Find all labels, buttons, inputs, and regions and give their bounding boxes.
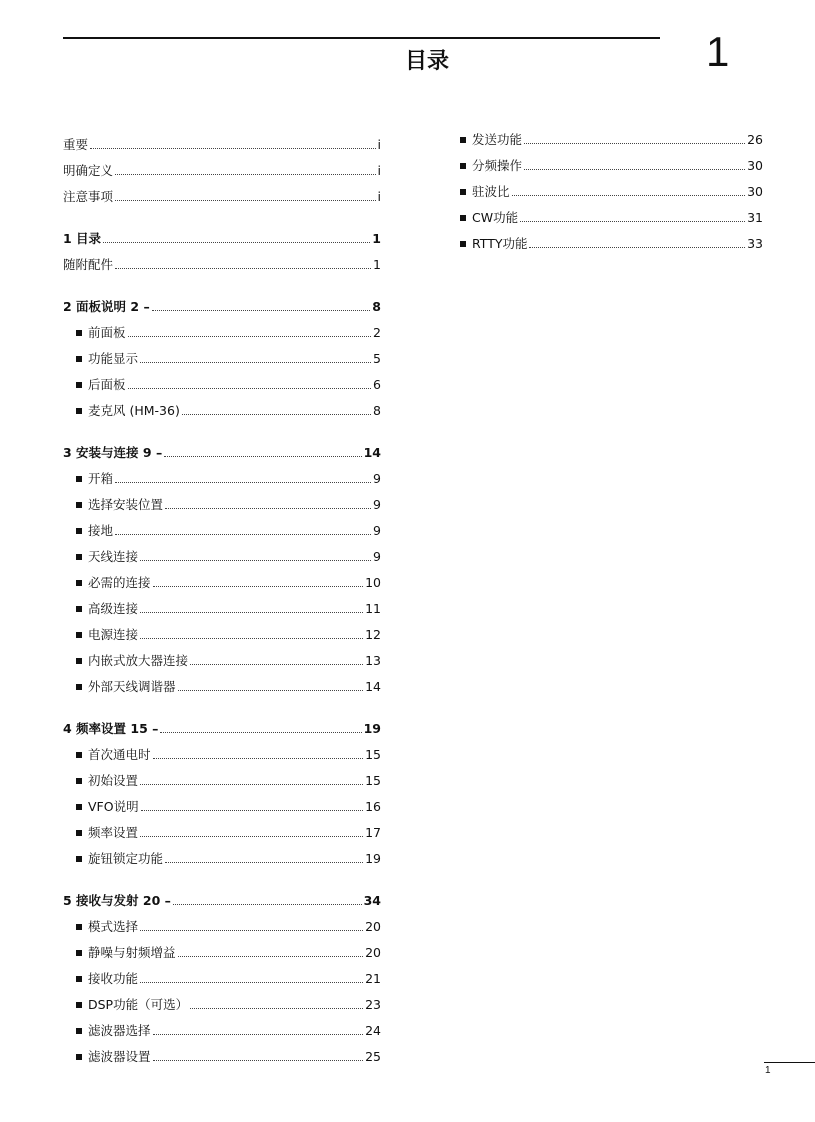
toc-entry[interactable] bbox=[63, 540, 381, 566]
dot-leader bbox=[160, 731, 361, 733]
toc-entry-page: 6 bbox=[373, 377, 381, 392]
square-bullet-icon bbox=[76, 408, 82, 414]
toc-entry-label: CW功能 bbox=[472, 210, 519, 225]
toc-entry[interactable] bbox=[63, 368, 381, 394]
section-page: 14 bbox=[363, 445, 381, 460]
toc-left-column bbox=[63, 128, 381, 1066]
dot-leader bbox=[115, 199, 376, 201]
toc-entry[interactable] bbox=[63, 462, 381, 488]
dot-leader bbox=[529, 246, 745, 248]
toc-entry-page: 1 bbox=[373, 257, 381, 272]
dot-leader bbox=[524, 142, 745, 144]
section-page: 34 bbox=[363, 893, 381, 908]
toc-entry-page: 17 bbox=[365, 825, 381, 840]
toc-entry-label: 电源连接 bbox=[88, 627, 139, 642]
toc-entry-page: i bbox=[377, 163, 381, 178]
toc-entry[interactable] bbox=[63, 764, 381, 790]
toc-entry-label: DSP功能（可选） bbox=[88, 997, 189, 1012]
toc-entry[interactable] bbox=[460, 123, 763, 149]
toc-entry[interactable] bbox=[63, 962, 381, 988]
square-bullet-icon bbox=[76, 684, 82, 690]
dot-leader bbox=[178, 689, 364, 691]
dot-leader bbox=[173, 903, 362, 905]
page-title: 目录 bbox=[404, 49, 449, 74]
toc-entry-page: 5 bbox=[373, 351, 381, 366]
toc-entry-label: 驻波比 bbox=[472, 184, 510, 199]
toc-entry-page: 25 bbox=[365, 1049, 381, 1064]
toc-entry-page: 9 bbox=[373, 523, 381, 538]
section-page: 8 bbox=[372, 299, 381, 314]
dot-leader bbox=[520, 220, 745, 222]
square-bullet-icon bbox=[460, 163, 466, 169]
toc-entry-label: 明确定义 bbox=[63, 163, 114, 178]
toc-entry[interactable] bbox=[460, 175, 763, 201]
toc-entry-label: 高级连接 bbox=[88, 601, 139, 616]
toc-section-heading[interactable] bbox=[63, 290, 381, 316]
toc-entry[interactable] bbox=[63, 790, 381, 816]
square-bullet-icon bbox=[76, 382, 82, 388]
toc-entry-label: 随附配件 bbox=[63, 257, 114, 272]
header-rule bbox=[63, 37, 660, 39]
square-bullet-icon bbox=[76, 330, 82, 336]
dot-leader bbox=[128, 335, 372, 337]
dot-leader bbox=[115, 533, 371, 535]
section-label: 1 目录 bbox=[63, 231, 102, 246]
dot-leader bbox=[128, 387, 372, 389]
toc-entry-page: 15 bbox=[365, 773, 381, 788]
toc-entry-label: 内嵌式放大器连接 bbox=[88, 653, 189, 668]
dot-leader bbox=[152, 309, 371, 311]
toc-entry[interactable] bbox=[63, 180, 381, 206]
square-bullet-icon bbox=[76, 830, 82, 836]
toc-entry-label: 选择安装位置 bbox=[88, 497, 164, 512]
toc-entry[interactable] bbox=[63, 936, 381, 962]
dot-leader bbox=[140, 929, 363, 931]
toc-entry-label: 旋钮锁定功能 bbox=[88, 851, 164, 866]
toc-entry-page: 16 bbox=[365, 799, 381, 814]
square-bullet-icon bbox=[76, 476, 82, 482]
square-bullet-icon bbox=[76, 658, 82, 664]
toc-entry[interactable] bbox=[63, 910, 381, 936]
dot-leader bbox=[140, 559, 371, 561]
toc-entry-label: 外部天线调谐器 bbox=[88, 679, 176, 694]
toc-section-heading[interactable] bbox=[63, 436, 381, 462]
square-bullet-icon bbox=[76, 554, 82, 560]
dot-leader bbox=[140, 361, 371, 363]
toc-entry-page: 23 bbox=[365, 997, 381, 1012]
square-bullet-icon bbox=[460, 137, 466, 143]
toc-entry-page: 9 bbox=[373, 549, 381, 564]
toc-entry-label: 发送功能 bbox=[472, 132, 523, 147]
dot-leader bbox=[190, 1007, 363, 1009]
dot-leader bbox=[140, 611, 363, 613]
dot-leader bbox=[153, 1033, 364, 1035]
dot-leader bbox=[153, 585, 364, 587]
square-bullet-icon bbox=[76, 976, 82, 982]
section-label: 5 接收与发射 20 – bbox=[63, 893, 171, 908]
toc-entry-page: 24 bbox=[365, 1023, 381, 1038]
square-bullet-icon bbox=[76, 606, 82, 612]
toc-entry[interactable] bbox=[63, 316, 381, 342]
toc-entry-label: 后面板 bbox=[88, 377, 126, 392]
toc-entry-page: 9 bbox=[373, 497, 381, 512]
square-bullet-icon bbox=[76, 804, 82, 810]
dot-leader bbox=[153, 1059, 364, 1061]
toc-entry-label: RTTY功能 bbox=[472, 236, 528, 251]
toc-entry[interactable] bbox=[63, 618, 381, 644]
square-bullet-icon bbox=[76, 1054, 82, 1060]
toc-entry-page: i bbox=[377, 189, 381, 204]
square-bullet-icon bbox=[76, 528, 82, 534]
toc-entry-page: 10 bbox=[365, 575, 381, 590]
toc-entry-page: 20 bbox=[365, 945, 381, 960]
dot-leader bbox=[115, 481, 371, 483]
toc-section-heading[interactable] bbox=[63, 884, 381, 910]
dot-leader bbox=[153, 757, 364, 759]
dot-leader bbox=[524, 168, 745, 170]
toc-entry-page: 30 bbox=[747, 158, 763, 173]
dot-leader bbox=[178, 955, 364, 957]
dot-leader bbox=[141, 809, 364, 811]
toc-entry[interactable] bbox=[63, 248, 381, 274]
toc-entry-label: 分频操作 bbox=[472, 158, 523, 173]
toc-entry-label: 前面板 bbox=[88, 325, 126, 340]
toc-entry[interactable] bbox=[63, 1040, 381, 1066]
toc-entry-label: 注意事项 bbox=[63, 189, 114, 204]
toc-entry-page: 12 bbox=[365, 627, 381, 642]
toc-entry-page: 21 bbox=[365, 971, 381, 986]
square-bullet-icon bbox=[460, 189, 466, 195]
dot-leader bbox=[165, 861, 363, 863]
toc-entry[interactable] bbox=[63, 566, 381, 592]
toc-entry-label: 接收功能 bbox=[88, 971, 139, 986]
toc-entry-page: 11 bbox=[365, 601, 381, 616]
dot-leader bbox=[164, 455, 361, 457]
toc-entry-label: 模式选择 bbox=[88, 919, 139, 934]
toc-entry[interactable] bbox=[460, 149, 763, 175]
toc-entry[interactable] bbox=[63, 644, 381, 670]
footer-rule bbox=[764, 1062, 815, 1063]
square-bullet-icon bbox=[76, 950, 82, 956]
dot-leader bbox=[182, 413, 371, 415]
toc-entry-page: 2 bbox=[373, 325, 381, 340]
toc-entry-page: 20 bbox=[365, 919, 381, 934]
toc-entry[interactable] bbox=[63, 342, 381, 368]
toc-entry-page: 26 bbox=[747, 132, 763, 147]
toc-entry[interactable] bbox=[63, 738, 381, 764]
square-bullet-icon bbox=[76, 1002, 82, 1008]
square-bullet-icon bbox=[76, 580, 82, 586]
toc-entry-label: 接地 bbox=[88, 523, 114, 538]
toc-entry-label: 首次通电时 bbox=[88, 747, 151, 762]
square-bullet-icon bbox=[76, 752, 82, 758]
toc-entry-page: 8 bbox=[373, 403, 381, 418]
square-bullet-icon bbox=[460, 241, 466, 247]
toc-entry[interactable] bbox=[63, 514, 381, 540]
section-label: 4 频率设置 15 – bbox=[63, 721, 159, 736]
square-bullet-icon bbox=[460, 215, 466, 221]
toc-right-column bbox=[460, 123, 763, 253]
dot-leader bbox=[140, 783, 363, 785]
square-bullet-icon bbox=[76, 924, 82, 930]
toc-entry-page: 33 bbox=[747, 236, 763, 251]
section-label: 2 面板说明 2 – bbox=[63, 299, 150, 314]
dot-leader bbox=[512, 194, 746, 196]
chapter-number: 1 bbox=[706, 28, 730, 75]
toc-entry[interactable] bbox=[63, 670, 381, 696]
toc-entry-page: 15 bbox=[365, 747, 381, 762]
toc-section-heading[interactable] bbox=[63, 712, 381, 738]
square-bullet-icon bbox=[76, 856, 82, 862]
toc-entry[interactable] bbox=[63, 488, 381, 514]
toc-entry-label: VFO说明 bbox=[88, 799, 139, 814]
toc-entry-page: 31 bbox=[747, 210, 763, 225]
square-bullet-icon bbox=[76, 356, 82, 362]
toc-entry[interactable] bbox=[63, 154, 381, 180]
section-page: 1 bbox=[372, 231, 381, 246]
section-page: 19 bbox=[363, 721, 381, 736]
toc-entry[interactable] bbox=[63, 592, 381, 618]
dot-leader bbox=[165, 507, 371, 509]
toc-entry[interactable] bbox=[460, 227, 763, 253]
toc-entry-page: 14 bbox=[365, 679, 381, 694]
dot-leader bbox=[140, 981, 363, 983]
toc-entry-label: 天线连接 bbox=[88, 549, 139, 564]
toc-entry[interactable] bbox=[63, 988, 381, 1014]
toc-entry-label: 静噪与射频增益 bbox=[88, 945, 176, 960]
square-bullet-icon bbox=[76, 502, 82, 508]
toc-entry-label: 初始设置 bbox=[88, 773, 139, 788]
dot-leader bbox=[115, 267, 371, 269]
toc-entry-page: i bbox=[377, 137, 381, 152]
dot-leader bbox=[115, 173, 376, 175]
toc-entry[interactable] bbox=[63, 1014, 381, 1040]
dot-leader bbox=[140, 637, 363, 639]
toc-entry-page: 30 bbox=[747, 184, 763, 199]
section-label: 3 安装与连接 9 – bbox=[63, 445, 163, 460]
dot-leader bbox=[90, 147, 376, 149]
toc-entry-label: 功能显示 bbox=[88, 351, 139, 366]
toc-entry-label: 必需的连接 bbox=[88, 575, 151, 590]
toc-entry-page: 13 bbox=[365, 653, 381, 668]
toc-entry-label: 频率设置 bbox=[88, 825, 139, 840]
toc-entry[interactable] bbox=[63, 394, 381, 420]
toc-entry-label: 重要 bbox=[63, 137, 89, 152]
toc-entry-label: 滤波器选择 bbox=[88, 1023, 151, 1038]
toc-entry[interactable] bbox=[460, 201, 763, 227]
dot-leader bbox=[103, 241, 370, 243]
dot-leader bbox=[140, 835, 363, 837]
toc-entry-label: 滤波器设置 bbox=[88, 1049, 151, 1064]
toc-entry-label: 开箱 bbox=[88, 471, 114, 486]
toc-entry[interactable] bbox=[63, 128, 381, 154]
toc-section-heading[interactable] bbox=[63, 222, 381, 248]
toc-entry[interactable] bbox=[63, 842, 381, 868]
toc-entry-label: 麦克风 (HM-36) bbox=[88, 403, 180, 418]
square-bullet-icon bbox=[76, 778, 82, 784]
toc-entry[interactable] bbox=[63, 816, 381, 842]
toc-entry-page: 19 bbox=[365, 851, 381, 866]
toc-entry-page: 9 bbox=[373, 471, 381, 486]
square-bullet-icon bbox=[76, 1028, 82, 1034]
square-bullet-icon bbox=[76, 632, 82, 638]
page-number: 1 bbox=[765, 1065, 771, 1076]
dot-leader bbox=[190, 663, 363, 665]
